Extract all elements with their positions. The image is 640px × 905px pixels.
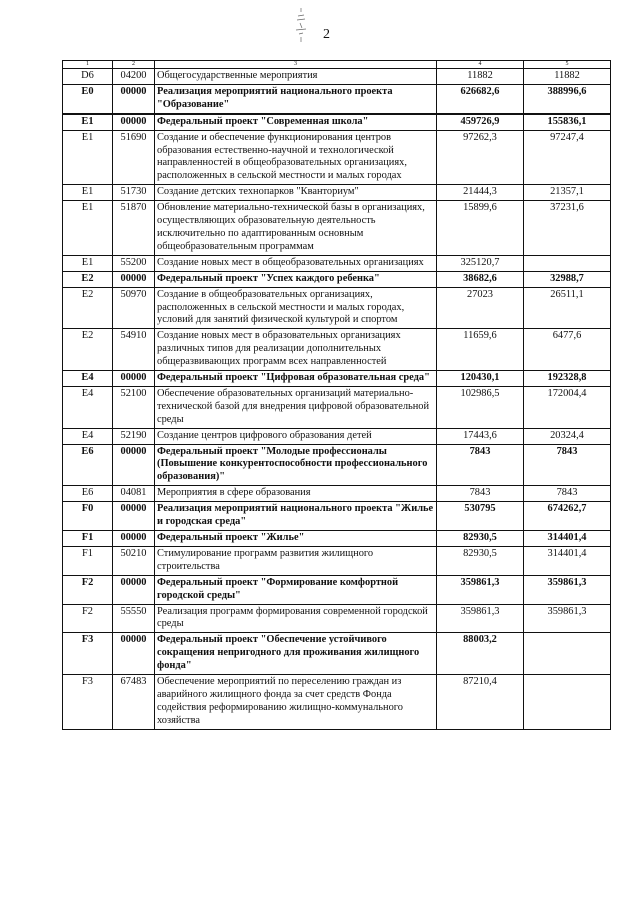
row-subcode: 00000	[113, 444, 155, 486]
row-value-1: 11882	[437, 69, 524, 85]
row-value-2	[524, 675, 611, 730]
table-row	[63, 69, 611, 85]
row-value-2: 7843	[524, 444, 611, 486]
table-row	[63, 428, 611, 444]
row-value-2: 192328,8	[524, 371, 611, 387]
table-row	[63, 486, 611, 502]
column-number: 3	[155, 61, 437, 69]
row-value-1: 15899,6	[437, 201, 524, 256]
row-code: F1	[63, 531, 113, 547]
row-code: E1	[63, 114, 113, 130]
row-value-2	[524, 633, 611, 675]
row-name: Обеспечение образовательных организаций материально-технической базой для внедрения цифровой образовательной среды	[155, 386, 437, 428]
row-name: Федеральный проект "Обеспечение устойчивого сокращения непригодного для проживания жилищного фонда"	[155, 633, 437, 675]
row-value-2: 26511,1	[524, 287, 611, 329]
row-value-2: 97247,4	[524, 130, 611, 185]
row-subcode: 00000	[113, 502, 155, 531]
row-value-1: 88003,2	[437, 633, 524, 675]
row-name: Реализация мероприятий национального проекта "Образование"	[155, 84, 437, 113]
row-value-1: 17443,6	[437, 428, 524, 444]
table-row	[63, 371, 611, 387]
table-row	[63, 604, 611, 633]
row-value-1: 82930,5	[437, 546, 524, 575]
row-name: Федеральный проект "Цифровая образовательная среда"	[155, 371, 437, 387]
row-subcode: 51690	[113, 130, 155, 185]
row-value-2: 155836,1	[524, 114, 611, 130]
row-name: Федеральный проект "Успех каждого ребенка"	[155, 271, 437, 287]
row-value-2: 388996,6	[524, 84, 611, 113]
table-row	[63, 546, 611, 575]
row-value-1: 459726,9	[437, 114, 524, 130]
row-subcode: 54910	[113, 329, 155, 371]
row-value-2: 314401,4	[524, 531, 611, 547]
row-code: E4	[63, 428, 113, 444]
row-code: F1	[63, 546, 113, 575]
row-value-1: 82930,5	[437, 531, 524, 547]
row-subcode: 00000	[113, 575, 155, 604]
row-subcode: 00000	[113, 271, 155, 287]
row-code: E1	[63, 201, 113, 256]
row-name: Реализация программ формирования современной городской среды	[155, 604, 437, 633]
row-value-2: 314401,4	[524, 546, 611, 575]
row-name: Стимулирование программ развития жилищного строительства	[155, 546, 437, 575]
row-value-1: 530795	[437, 502, 524, 531]
row-code: F0	[63, 502, 113, 531]
column-number: 5	[524, 61, 611, 69]
row-name: Создание в общеобразовательных организациях, расположенных в сельской местности и малых городах, условий для занятий физической культурой и спортом	[155, 287, 437, 329]
row-value-1: 87210,4	[437, 675, 524, 730]
row-value-1: 11659,6	[437, 329, 524, 371]
table-row	[63, 130, 611, 185]
row-subcode: 50970	[113, 287, 155, 329]
row-subcode: 51870	[113, 201, 155, 256]
row-subcode: 00000	[113, 531, 155, 547]
table-row	[63, 255, 611, 271]
column-number: 2	[113, 61, 155, 69]
row-name: Федеральный проект "Формирование комфортной городской среды"	[155, 575, 437, 604]
row-code: E0	[63, 84, 113, 113]
row-name: Создание и обеспечение функционирования центров образования естественно-научной и технологической направленностей в общеобразовательных организациях, расположенных в сельской местности и малых городах	[155, 130, 437, 185]
row-subcode: 67483	[113, 675, 155, 730]
row-code: E2	[63, 271, 113, 287]
row-subcode: 52100	[113, 386, 155, 428]
row-name: Обеспечение мероприятий по переселению граждан из аварийного жилищного фонда за счет средств Фонда содействия реформированию жилищно-коммунального хозяйства	[155, 675, 437, 730]
column-number: 1	[63, 61, 113, 69]
table-row	[63, 329, 611, 371]
row-subcode: 00000	[113, 84, 155, 113]
row-code: E2	[63, 329, 113, 371]
row-code: D6	[63, 69, 113, 85]
row-name: Общегосударственные мероприятия	[155, 69, 437, 85]
row-value-1: 7843	[437, 486, 524, 502]
row-value-1: 325120,7	[437, 255, 524, 271]
row-value-2: 7843	[524, 486, 611, 502]
row-subcode: 51730	[113, 185, 155, 201]
table-row	[63, 201, 611, 256]
row-value-2: 32988,7	[524, 271, 611, 287]
row-value-1: 359861,3	[437, 575, 524, 604]
row-value-1: 21444,3	[437, 185, 524, 201]
row-subcode: 04200	[113, 69, 155, 85]
column-number-row	[63, 61, 611, 69]
row-subcode: 04081	[113, 486, 155, 502]
row-subcode: 00000	[113, 114, 155, 130]
row-value-2: 11882	[524, 69, 611, 85]
row-code: E1	[63, 185, 113, 201]
row-name: Создание новых мест в образовательных организациях различных типов для реализации дополнительных общеразвивающих программ всех направленностей	[155, 329, 437, 371]
row-value-1: 97262,3	[437, 130, 524, 185]
row-value-1: 120430,1	[437, 371, 524, 387]
row-value-1: 38682,6	[437, 271, 524, 287]
table-row	[63, 114, 611, 130]
row-value-1: 102986,5	[437, 386, 524, 428]
row-subcode: 00000	[113, 371, 155, 387]
row-subcode: 50210	[113, 546, 155, 575]
row-value-2: 172004,4	[524, 386, 611, 428]
row-value-2: 6477,6	[524, 329, 611, 371]
row-name: Федеральный проект "Молодые профессионалы (Повышение конкурентоспособности профессионального образования)"	[155, 444, 437, 486]
table-row	[63, 287, 611, 329]
table-row	[63, 386, 611, 428]
page-number: 2	[323, 27, 330, 42]
scan-stamp-mark	[287, 6, 315, 46]
row-name: Создание детских технопарков "Кванториум"	[155, 185, 437, 201]
row-name: Создание новых мест в общеобразовательных организациях	[155, 255, 437, 271]
table-row	[63, 185, 611, 201]
row-code: F2	[63, 575, 113, 604]
table-row	[63, 531, 611, 547]
table-row	[63, 444, 611, 486]
row-value-2: 674262,7	[524, 502, 611, 531]
row-value-2: 37231,6	[524, 201, 611, 256]
row-value-2: 21357,1	[524, 185, 611, 201]
row-subcode: 55200	[113, 255, 155, 271]
row-subcode: 55550	[113, 604, 155, 633]
row-code: E2	[63, 287, 113, 329]
row-value-1: 359861,3	[437, 604, 524, 633]
row-value-2: 359861,3	[524, 604, 611, 633]
row-name: Федеральный проект "Жилье"	[155, 531, 437, 547]
row-code: F3	[63, 675, 113, 730]
row-code: E6	[63, 444, 113, 486]
table-row	[63, 633, 611, 675]
row-code: E1	[63, 130, 113, 185]
budget-table	[62, 60, 611, 730]
table-row	[63, 271, 611, 287]
table-row	[63, 575, 611, 604]
row-name: Реализация мероприятий национального проекта "Жилье и городская среда"	[155, 502, 437, 531]
row-code: F2	[63, 604, 113, 633]
row-name: Федеральный проект "Современная школа"	[155, 114, 437, 130]
row-code: E1	[63, 255, 113, 271]
row-value-2: 359861,3	[524, 575, 611, 604]
table-row	[63, 502, 611, 531]
row-name: Мероприятия в сфере образования	[155, 486, 437, 502]
row-value-2	[524, 255, 611, 271]
table-row	[63, 84, 611, 113]
row-subcode: 00000	[113, 633, 155, 675]
row-value-2: 20324,4	[524, 428, 611, 444]
row-value-1: 7843	[437, 444, 524, 486]
row-code: E4	[63, 371, 113, 387]
row-name: Обновление материально-технической базы в организациях, осуществляющих образовательную деятельность исключительно по адаптированным основным общеобразовательным программам	[155, 201, 437, 256]
table-row	[63, 675, 611, 730]
row-name: Создание центров цифрового образования детей	[155, 428, 437, 444]
row-code: E6	[63, 486, 113, 502]
row-subcode: 52190	[113, 428, 155, 444]
row-code: F3	[63, 633, 113, 675]
row-value-1: 626682,6	[437, 84, 524, 113]
row-code: E4	[63, 386, 113, 428]
column-number: 4	[437, 61, 524, 69]
row-value-1: 27023	[437, 287, 524, 329]
